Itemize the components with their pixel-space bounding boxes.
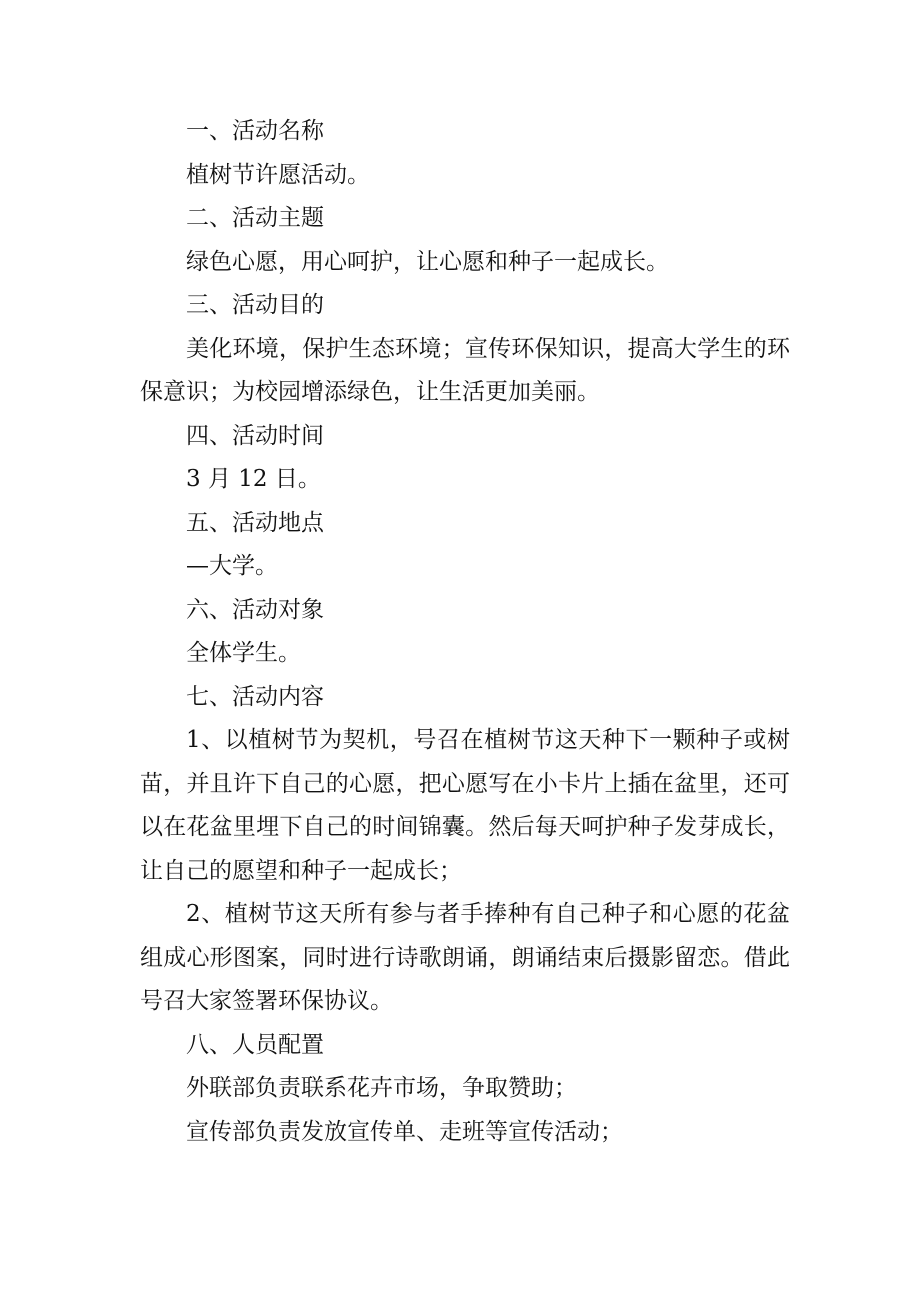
- content-item: 2、植树节这天所有参与者手捧种有自己种子和心愿的花盆组成心形图案，同时进行诗歌朗诵，朗诵结束后摄影留恋。借此号召大家签署环保协议。: [140, 901, 790, 1014]
- staff-item: 外联部负责联系花卉市场，争取赞助；: [186, 1075, 577, 1101]
- section-heading: 三、活动目的: [186, 292, 324, 318]
- section-text: 3 月 12 日。: [186, 466, 321, 492]
- section-text: 全体学生。: [186, 640, 301, 666]
- section-heading: 八、人员配置: [186, 1031, 324, 1058]
- section-heading: 六、活动对象: [186, 596, 324, 623]
- section-text: 绿色心愿，用心呵护，让心愿和种子一起成长。: [186, 248, 669, 275]
- section-text: 美化环境，保护生态环境；宣传环保知识，提高大学生的环保意识；为校园增添绿色，让生活更加美丽。: [140, 335, 790, 405]
- content-item: 1、以植树节为契机，号召在植树节这天种下一颗种子或树苗，并且许下自己的心愿，把心愿写在小卡片上插在盆里，还可以在花盆里埋下自己的时间锦囊。然后每天呵护种子发芽成长，让自己的愿望和种子一起成长；: [140, 727, 790, 884]
- section-heading: 二、活动主题: [186, 205, 324, 231]
- section-text: —大学。: [186, 553, 278, 579]
- section-heading: 一、活动名称: [186, 118, 324, 144]
- section-heading: 四、活动时间: [186, 422, 324, 449]
- section-text: 植树节许愿活动。: [186, 161, 370, 188]
- section-heading: 七、活动内容: [186, 683, 324, 710]
- document-body: [140, 110, 790, 1154]
- staff-item: 宣传部负责发放宣传单、走班等宣传活动；: [186, 1118, 623, 1145]
- section-heading: 五、活动地点: [186, 509, 324, 536]
